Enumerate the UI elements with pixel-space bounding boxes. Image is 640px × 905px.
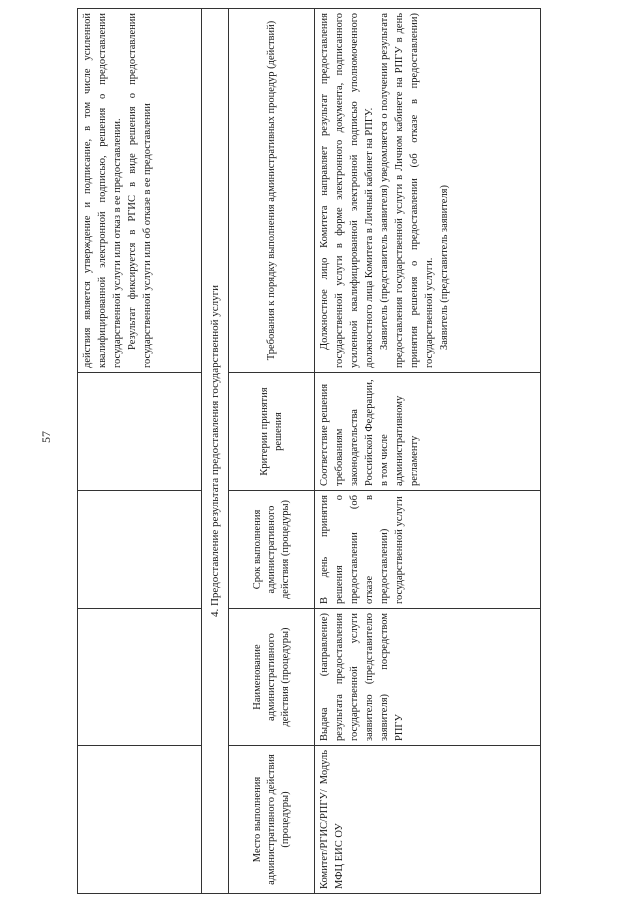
requirements-cell <box>315 9 541 373</box>
page-number: 57 <box>39 431 53 443</box>
section-row <box>202 9 229 894</box>
header-requirements: Требования к порядку выполнения административных процедур (действий) <box>229 9 315 373</box>
procedure-table <box>77 8 541 894</box>
continuation-requirements-cell <box>78 9 202 373</box>
header-term: Срок выполнения административного действия (процедуры) <box>229 491 315 609</box>
criteria-cell: Соответствие решения требованиям законодательства Российской Федерации, в том числе административному регламенту <box>315 373 541 491</box>
requirements-paragraph: Заявитель (представитель заявителя) уведомляется о получении результата предоставления государственной услуги в Личном кабинете на РПГУ в день принятия решения о предоставлении (об отказе в предоставлении) государственной услуги. <box>379 13 435 368</box>
continuation-paragraph: Результат фиксируется в РГИС в виде решения о предоставлении государственной услуги или об отказе в ее предоставлении <box>127 13 153 368</box>
term-cell: В день принятия решения о предоставлении (об отказе в предоставлении) государственной услуги <box>315 491 541 609</box>
table-row-continuation <box>78 9 202 894</box>
continuation-criteria-cell <box>78 373 202 491</box>
requirements-paragraph: Должностное лицо Комитета направляет результат предоставления государственной услуги в форме электронного документа, подписанного усиленной квалифицированной электронной подписью уполномоченного должностного лица Комитета в Личный кабинет на РПГУ. <box>319 13 375 368</box>
header-row <box>229 9 315 894</box>
continuation-term-cell <box>78 491 202 609</box>
table-row <box>315 9 541 894</box>
header-criteria: Критерии принятия решения <box>229 373 315 491</box>
requirements-paragraph: Заявитель (представитель заявителя) <box>439 184 450 350</box>
continuation-name-cell <box>78 609 202 746</box>
document-sheet <box>77 9 559 894</box>
place-cell: Комитет/РГИС/РПГУ/ Модуль МФЦ ЕИС ОУ <box>315 746 541 894</box>
continuation-place-cell <box>78 746 202 894</box>
section-title: 4. Предоставление результата предоставления государственной услуги <box>202 9 229 894</box>
name-cell: Выдача (направление) результата предоставления государственной услуги заявителю (представителю заявителя) посредством РПГУ <box>315 609 541 746</box>
header-place: Место выполнения административного действия (процедуры) <box>229 746 315 894</box>
continuation-paragraph: действия является утверждение и подписание, в том числе усиленной квалифицированной электронной подписью, решения о предоставлении государственной услуги или отказ в ее предоставлении. <box>82 13 123 368</box>
header-name: Наименование административного действия (процедуры) <box>229 609 315 746</box>
